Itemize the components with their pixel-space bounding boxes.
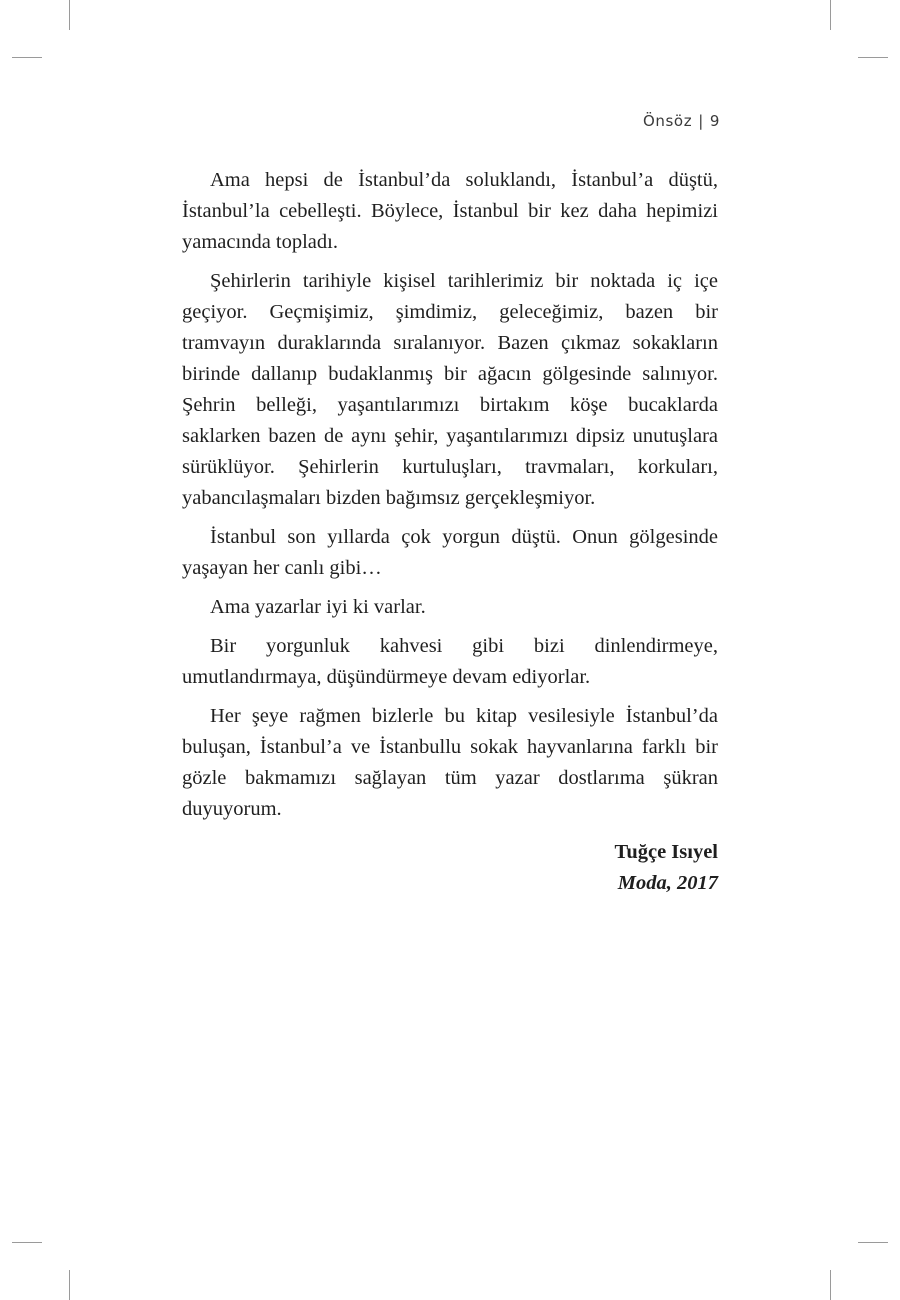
page-number: 9 [709, 112, 720, 130]
place-date: Moda, 2017 [617, 872, 718, 894]
paragraph: Her şeye rağmen bizlerle bu kitap vesilesiyle İstanbul’da buluşan, İstanbul’a ve İstanbullu sokak hayvanlarına farklı bir gözle bakmamızı sağlayan tüm yazar dostlarıma şükran duyuyorum. [182, 705, 718, 820]
crop-mark-right-top [858, 57, 888, 58]
crop-mark-left-bottom [12, 1242, 42, 1243]
crop-mark-bottom-left [69, 1270, 70, 1300]
paragraph: İstanbul son yıllarda çok yorgun düştü. Onun gölgesinde yaşayan her canlı gibi… [182, 526, 718, 579]
body-text [182, 165, 718, 899]
paragraph: Bir yorgunluk kahvesi gibi bizi dinlendirmeye, umutlandırmaya, düşündürmeye devam ediyorlar. [182, 635, 718, 688]
paragraph: Ama yazarlar iyi ki varlar. [210, 596, 426, 618]
signature-block [182, 837, 718, 899]
running-head [643, 112, 720, 130]
header-separator: | [698, 112, 704, 130]
crop-mark-right-bottom [858, 1242, 888, 1243]
paragraph: Ama hepsi de İstanbul’da soluklandı, İstanbul’a düştü, İstanbul’la cebelleşti. Böylece, İstanbul bir kez daha hepimizi yamacında topladı. [182, 169, 718, 253]
crop-mark-left-top [12, 57, 42, 58]
crop-mark-bottom-right [830, 1270, 831, 1300]
crop-mark-top-right [830, 0, 831, 30]
section-title: Önsöz [643, 112, 693, 130]
crop-mark-top-left [69, 0, 70, 30]
paragraph: Şehirlerin tarihiyle kişisel tarihlerimiz bir noktada iç içe geçiyor. Geçmişimiz, şimdimiz, geleceğimiz, bazen bir tramvayın duraklarında sıralanıyor. Bazen çıkmaz sokakların birinde dallanıp budaklanmış bir ağacın gölgesinde salınıyor. Şehrin belleği, yaşantılarımızı birtakım köşe bucaklarda saklarken bazen de aynı şehir, yaşantılarımızı dipsiz unutuşlara sürüklüyor. Şehirlerin kurtuluşları, travmaları, korkuları, yabancılaşmaları bizden bağımsız gerçekleşmiyor. [182, 270, 718, 509]
author-name: Tuğçe Isıyel [614, 841, 718, 863]
